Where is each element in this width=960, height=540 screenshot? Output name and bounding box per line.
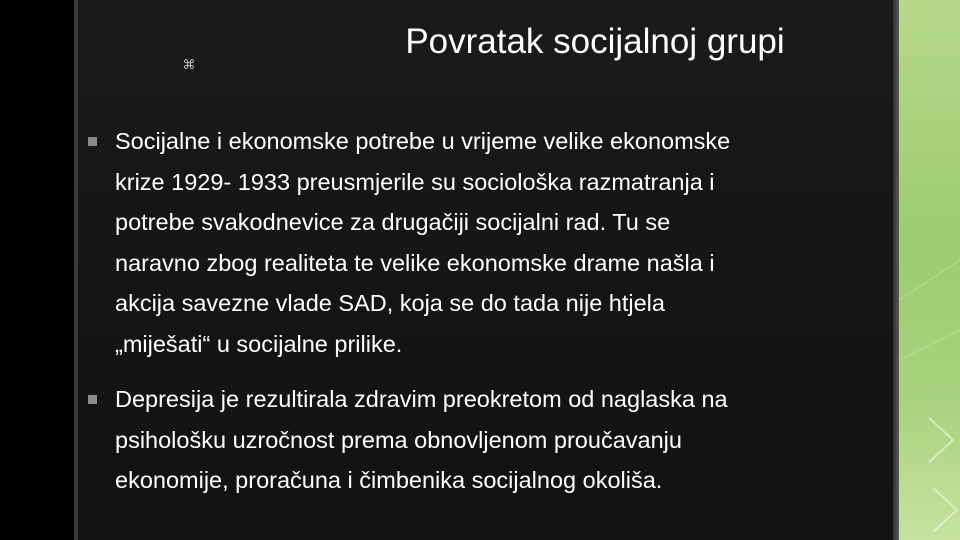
chevron-decoration-icon	[899, 0, 960, 540]
text-line: naravno zbog realiteta te velike ekonomske drame našla i	[115, 249, 715, 276]
text-line: akcija savezne vlade SAD, koja se do tada nije htjela	[115, 290, 665, 316]
text-line: potrebe svakodnevice za drugačiji socijalni rad. Tu se	[115, 209, 671, 235]
text-line: „miješati“ u socijalne prilike.	[115, 330, 403, 357]
bullet-marker-icon	[88, 395, 97, 404]
text-line: krize 1929- 1933 preusmjerile su sociološka razmatranja i	[115, 168, 715, 195]
text-line: Depresija je rezultirala zdravim preokretom od naglaska na	[115, 386, 728, 412]
z-logo-icon: ⌘	[182, 57, 196, 72]
green-accent-strip	[899, 0, 960, 540]
text-line: psihološku uzročnost prema obnovljenom proučavanju	[115, 426, 682, 453]
text-line: ekonomije, proračuna i čimbenika socijalnog okoliša.	[115, 467, 663, 493]
left-divider	[74, 0, 78, 540]
slide-title: Povratak socijalnoj grupi	[405, 22, 785, 61]
bullet-paragraph-1	[115, 121, 875, 364]
bullet-paragraph-2	[115, 379, 875, 501]
bullet-marker-icon	[88, 137, 97, 146]
text-line: Socijalne i ekonomske potrebe u vrijeme velike ekonomske	[115, 128, 731, 154]
